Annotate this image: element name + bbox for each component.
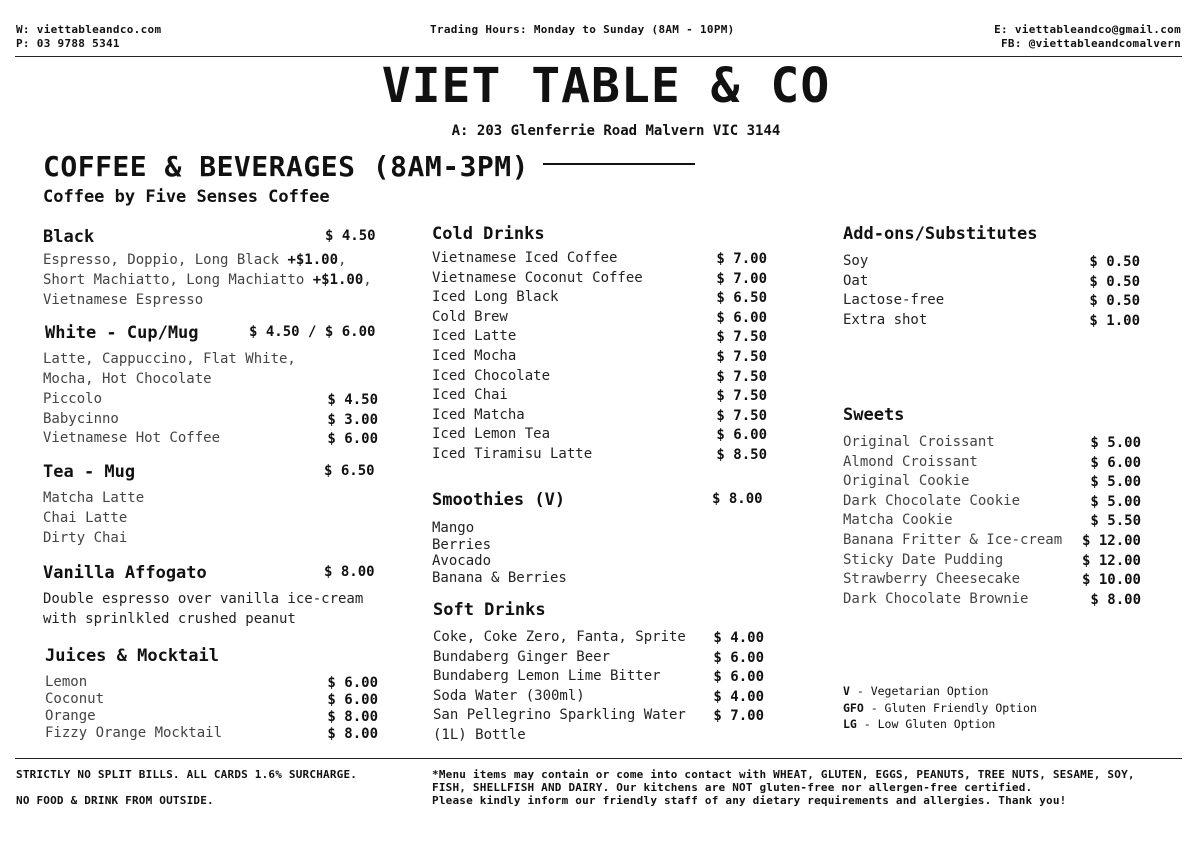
affogato-line-1: Double espresso over vanilla ice-cream (43, 591, 364, 607)
item-name: Orange (45, 708, 96, 724)
item-price: $ 4.00 (713, 630, 764, 646)
item-price: $ 12.00 (1081, 532, 1141, 549)
list-item (843, 570, 1141, 590)
white-line-2: Mocha, Hot Chocolate (43, 371, 212, 387)
addons-items (843, 252, 1140, 330)
footer-billing-note: STRICTLY NO SPLIT BILLS. ALL CARDS 1.6% SURCHARGE. (16, 768, 358, 781)
item-name: Vietnamese Iced Coffee (432, 250, 618, 266)
item-price: $ 6.00 (716, 309, 767, 326)
black-line-2-surcharge: +$1.00 (312, 272, 364, 288)
item-price: $ 6.50 (716, 290, 767, 307)
legend-text: - Low Gluten Option (856, 717, 996, 731)
item-price: $ 6.00 (327, 692, 378, 708)
item-price: $ 7.00 (713, 708, 764, 725)
list-item (432, 327, 767, 347)
item-name: San Pellegrino Sparkling Water (433, 707, 686, 724)
item-name: Coke, Coke Zero, Fanta, Sprite (433, 629, 686, 645)
header-email: E: viettableandco@gmail.com (994, 23, 1181, 36)
item-name: Vietnamese Hot Coffee (43, 430, 221, 447)
item-price: $ 5.00 (1090, 474, 1141, 491)
item-price: $ 6.00 (713, 649, 764, 666)
sweets-heading: Sweets (843, 405, 905, 425)
item-name: Iced Tiramisu Latte (432, 445, 593, 462)
item-name: Iced Lemon Tea (432, 426, 551, 443)
list-item (432, 347, 767, 367)
list-item (843, 272, 1140, 292)
item-name: Iced Latte (432, 328, 517, 345)
tea-item: Chai Latte (43, 510, 128, 526)
item-price: $ 6.00 (327, 431, 378, 448)
item-name: Soda Water (300ml) (433, 687, 585, 704)
header-hours: Trading Hours: Monday to Sunday (8AM - 10PM) (430, 23, 735, 36)
item-name: Original Cookie (843, 473, 970, 490)
item-name: Babycinno (43, 410, 119, 427)
list-item: Mango (432, 520, 475, 536)
footer-allergen-line-1: *Menu items may contain or come into contact with WHEAT, GLUTEN, EGGS, PEANUTS, TREE NUTS, SESAME, SOY, (432, 768, 1135, 781)
black-line-2-text: Short Machiatto, Long Machiatto (43, 272, 313, 288)
header-fb: FB: @viettableandcomalvern (1001, 37, 1181, 50)
list-item: Banana & Berries (432, 569, 567, 586)
affogato-line-2: with sprinlkled crushed peanut (43, 611, 296, 627)
list-item (843, 531, 1141, 551)
black-line-1-comma: , (338, 252, 347, 268)
legend-item (843, 716, 1037, 733)
list-item (843, 453, 1141, 473)
black-line-1-text: Espresso, Doppio, Long Black (43, 252, 288, 268)
item-price: $ 7.50 (716, 368, 767, 385)
soft-items (433, 628, 764, 746)
item-name: Piccolo (43, 391, 103, 407)
header-phone: P: 03 9788 5341 (16, 37, 120, 50)
item-price: $ 8.50 (716, 446, 767, 463)
item-name: Lemon (45, 674, 88, 690)
smoothies-items (432, 520, 567, 586)
item-price: $ 0.50 (1089, 273, 1140, 290)
list-item (43, 410, 378, 430)
item-price: $ 7.50 (716, 329, 767, 346)
list-item (43, 390, 378, 410)
list-item (432, 386, 767, 406)
list-item (45, 707, 378, 724)
white-price: $ 4.50 / $ 6.00 (249, 324, 376, 340)
list-item (843, 291, 1140, 311)
juices-items (45, 673, 378, 741)
item-name: Oat (843, 272, 869, 289)
list-item (843, 590, 1141, 610)
black-heading: Black (43, 227, 95, 247)
black-price: $ 4.50 (325, 228, 376, 244)
item-price: $ 8.00 (1090, 591, 1141, 608)
header-web: W: viettableandco.com (16, 23, 162, 36)
tea-item: Matcha Latte (43, 490, 145, 506)
item-name: Strawberry Cheesecake (843, 571, 1021, 588)
item-price: $ 6.00 (1090, 454, 1141, 471)
item-price: $ 12.00 (1081, 552, 1141, 569)
item-name: Almond Croissant (843, 453, 978, 470)
item-name: Dark Chocolate Brownie (843, 590, 1029, 607)
black-line-1-surcharge: +$1.00 (287, 252, 339, 268)
white-heading: White - Cup/Mug (45, 323, 199, 343)
item-price: $ 4.50 (327, 392, 378, 408)
item-name: Iced Chocolate (432, 367, 551, 384)
item-name: Matcha Cookie (843, 512, 953, 529)
list-item (433, 706, 764, 726)
legend-item (843, 683, 1037, 700)
item-name: Iced Mocha (432, 347, 517, 364)
list-item (432, 269, 767, 289)
item-price: $ 0.50 (1089, 293, 1140, 310)
item-price: $ 5.00 (1090, 493, 1141, 510)
list-item (843, 252, 1140, 272)
footer-allergen-line-2: FISH, SHELLFISH AND DAIRY. Our kitchens are NOT gluten-free nor allergen-free certified. (432, 781, 1033, 794)
item-name: Iced Chai (432, 387, 508, 404)
item-price: $ 0.50 (1089, 254, 1140, 270)
item-name: Dark Chocolate Cookie (843, 492, 1021, 509)
legend-text: - Gluten Friendly Option (863, 700, 1037, 715)
item-price: $ 4.00 (713, 688, 764, 705)
list-item (843, 472, 1141, 492)
header-divider (15, 56, 1182, 57)
item-price: $ 7.50 (716, 407, 767, 424)
list-item (432, 308, 767, 328)
list-item: Berries (432, 536, 492, 553)
item-price: $ 8.00 (327, 709, 378, 725)
item-price: $ 7.00 (716, 270, 767, 287)
smoothies-heading: Smoothies (V) (432, 490, 566, 510)
tea-price: $ 6.50 (324, 463, 375, 479)
item-price: $ 1.00 (1089, 312, 1140, 329)
list-item (45, 724, 378, 741)
item-name: Bundaberg Ginger Beer (433, 648, 611, 665)
page-title: VIET TABLE & CO (381, 58, 831, 114)
list-item (843, 433, 1141, 453)
legend-item (843, 700, 1037, 717)
item-name: Vietnamese Coconut Coffee (432, 269, 643, 286)
legend-code: GFO (843, 700, 864, 715)
affogato-heading: Vanilla Affogato (43, 563, 207, 583)
legend-text: - Vegetarian Option (849, 684, 989, 698)
item-name: Original Croissant (843, 434, 995, 450)
list-item (433, 648, 764, 668)
sweets-items (843, 433, 1141, 609)
item-name: Soy (843, 253, 869, 269)
black-line-2 (43, 271, 372, 291)
cold-heading: Cold Drinks (432, 224, 545, 244)
list-item (432, 406, 767, 426)
item-price: $ 7.50 (716, 348, 767, 365)
item-name: Lactose-free (843, 292, 945, 309)
list-item (43, 429, 378, 449)
tea-item: Dirty Chai (43, 530, 128, 546)
soft-heading: Soft Drinks (433, 600, 546, 620)
addons-heading: Add-ons/Substitutes (843, 224, 1038, 244)
list-item (433, 726, 764, 746)
item-name: Bundaberg Lemon Lime Bitter (433, 668, 661, 685)
item-name: Extra shot (843, 311, 928, 328)
white-items (43, 390, 378, 449)
white-line-1: Latte, Cappuccino, Flat White, (43, 351, 296, 367)
legend-code: LG (843, 717, 857, 731)
legend-code: V (843, 684, 850, 698)
list-item (432, 367, 767, 387)
item-price: $ 6.00 (716, 427, 767, 444)
black-line-1 (43, 251, 346, 271)
list-item: Avocado (432, 553, 492, 569)
item-name: Iced Matcha (432, 406, 525, 423)
list-item (843, 492, 1141, 512)
black-line-2-comma: , (363, 272, 372, 288)
item-price: $ 5.00 (1090, 435, 1141, 451)
item-price: $ 7.50 (716, 388, 767, 405)
footer-divider (15, 758, 1182, 759)
item-name: Fizzy Orange Mocktail (45, 725, 223, 741)
section-title: COFFEE & BEVERAGES (8AM-3PM) (43, 150, 530, 183)
item-price: $ 3.00 (327, 411, 378, 428)
item-name: (1L) Bottle (433, 726, 526, 743)
footer-outside-food-note: NO FOOD & DRINK FROM OUTSIDE. (16, 794, 214, 807)
list-item (432, 288, 767, 308)
black-line-3: Vietnamese Espresso (43, 292, 204, 308)
item-price: $ 10.00 (1081, 572, 1141, 589)
list-item (433, 687, 764, 707)
cold-items (432, 249, 767, 465)
list-item (432, 445, 767, 465)
section-title-line (543, 163, 695, 165)
dietary-legend (843, 683, 1037, 733)
address: A: 203 Glenferrie Road Malvern VIC 3144 (451, 123, 781, 139)
affogato-price: $ 8.00 (324, 564, 375, 580)
item-name: Coconut (45, 691, 105, 707)
list-item (433, 628, 764, 648)
item-price: $ 7.00 (716, 251, 767, 267)
item-price: $ 5.50 (1090, 513, 1141, 530)
list-item (843, 511, 1141, 531)
list-item (432, 249, 767, 269)
list-item (45, 690, 378, 707)
list-item (45, 673, 378, 690)
item-price: $ 8.00 (327, 726, 378, 742)
item-name: Iced Long Black (432, 289, 559, 306)
list-item (843, 551, 1141, 571)
tea-heading: Tea - Mug (43, 462, 136, 482)
item-name: Sticky Date Pudding (843, 551, 1004, 568)
smoothies-price: $ 8.00 (712, 491, 763, 507)
item-price: $ 6.00 (713, 669, 764, 686)
item-name: Cold Brew (432, 308, 508, 325)
list-item (843, 311, 1140, 331)
list-item (432, 425, 767, 445)
section-subtitle: Coffee by Five Senses Coffee (43, 187, 330, 207)
item-price: $ 6.00 (327, 675, 378, 691)
juices-heading: Juices & Mocktail (45, 646, 219, 666)
list-item (433, 667, 764, 687)
item-name: Banana Fritter & Ice-cream (843, 531, 1063, 548)
footer-allergen-line-3: Please kindly inform our friendly staff of any dietary requirements and allergies. Thank you! (432, 794, 1067, 807)
